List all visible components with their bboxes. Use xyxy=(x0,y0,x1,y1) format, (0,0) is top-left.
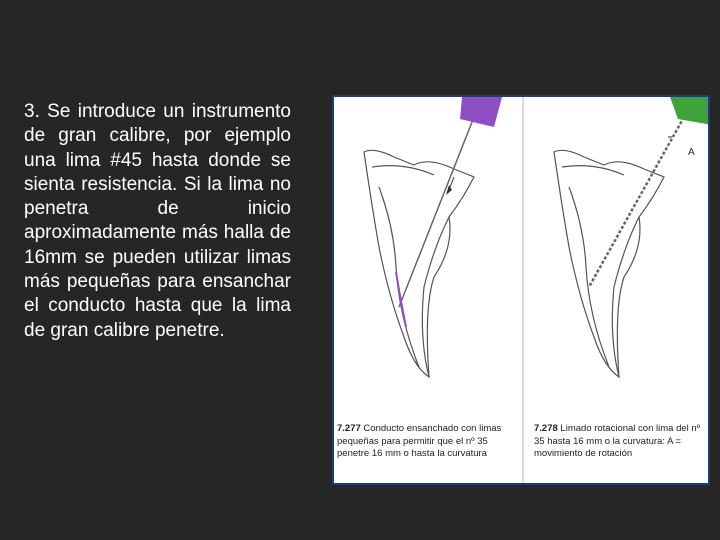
right-caption-text: Limado rotacional con lima del nº 35 hasta 16 mm o la curvatura: A = movimiento de rotación xyxy=(534,423,701,459)
left-caption-text: Conducto ensanchado con limas pequeñas para permitir que el nº 35 penetre 16 mm o hasta la curvatura xyxy=(337,423,502,459)
figure-panel xyxy=(332,95,710,485)
rotation-label: A xyxy=(688,147,695,158)
right-caption-number: 7.278 xyxy=(534,423,558,434)
left-tooth xyxy=(364,150,474,377)
left-file xyxy=(396,97,502,327)
right-caption xyxy=(534,423,709,461)
left-caption-number: 7.277 xyxy=(337,423,361,434)
right-file xyxy=(589,97,710,287)
slide-paragraph: 3. Se introduce un instrumento de gran calibre, por ejemplo una lima #45 hasta donde se sienta resistencia. Si la lima no penetra de inicio aproximadamente más halla de 16mm se pueden utilizar limas más pequeñas para ensanchar el conducto hasta que la lima de gran calibre penetre. xyxy=(24,101,291,341)
left-caption xyxy=(337,423,512,461)
